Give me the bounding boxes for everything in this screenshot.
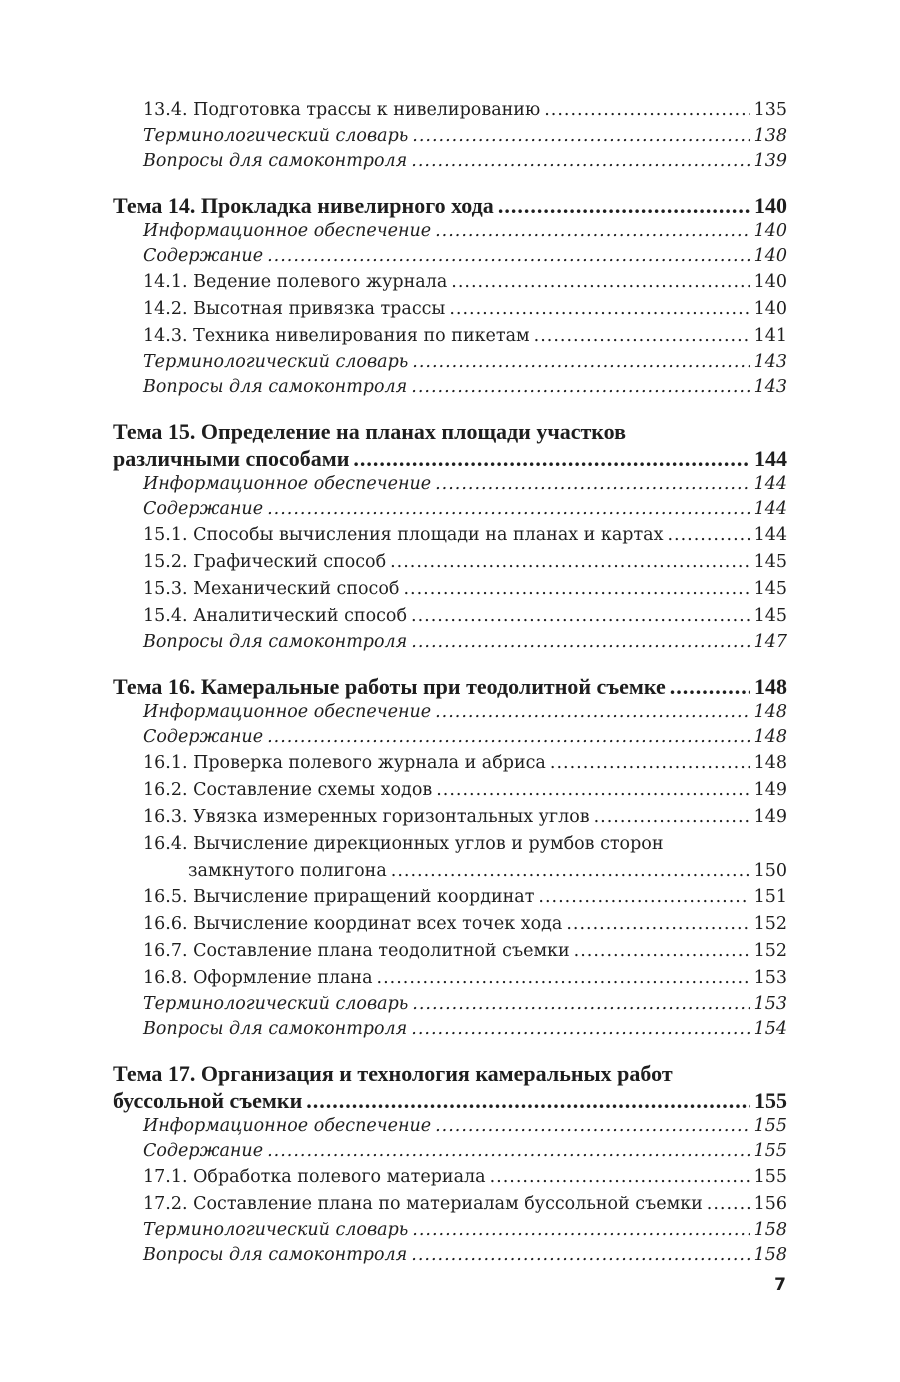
dot-leader (670, 673, 750, 700)
toc-entry-title: 16.6. Вычисление координат всех точек хода (143, 914, 563, 934)
toc-page-number: 140 (753, 221, 787, 241)
toc-page-number: 144 (753, 499, 787, 519)
toc-entry-title: Вопросы для самоконтроля (143, 151, 408, 171)
toc-page-number: 158 (753, 1245, 787, 1265)
dot-leader (411, 630, 749, 655)
dot-leader (667, 522, 749, 549)
toc-entry-title: 16.1. Проверка полевого журнала и абриса (143, 753, 546, 773)
dot-leader (391, 858, 750, 885)
dot-leader (544, 97, 749, 124)
toc-entry-title: Тема 16. Камеральные работы при теодолитной съемке (113, 674, 666, 699)
toc-entry (113, 831, 787, 884)
toc-entry-title: Терминологический словарь (143, 126, 409, 146)
toc-entry-title: 15.4. Аналитический способ (143, 606, 407, 626)
dot-leader (353, 445, 750, 472)
dot-leader (435, 219, 750, 244)
toc-topic-entry (113, 192, 787, 219)
toc-page-number: 144 (753, 474, 787, 494)
toc-entry (113, 219, 787, 244)
dot-leader (267, 1139, 750, 1164)
toc-entry (113, 750, 787, 777)
toc-page-number: 150 (753, 861, 787, 881)
toc-page-number: 148 (753, 753, 787, 773)
dot-leader (707, 1191, 750, 1218)
toc-entry-title: Вопросы для самоконтроля (143, 1019, 408, 1039)
toc-entry-title: 16.7. Составление плана теодолитной съемки (143, 941, 570, 961)
toc-entry (113, 965, 787, 992)
toc-entry (113, 992, 787, 1017)
toc-page-number: 148 (753, 702, 787, 722)
toc-entry (113, 777, 787, 804)
dot-leader (412, 124, 749, 149)
toc-entry-title: Вопросы для самоконтроля (143, 377, 408, 397)
toc-page-number: 148 (754, 674, 787, 699)
dot-leader (267, 497, 750, 522)
toc-entry-title: Информационное обеспечение (143, 474, 432, 494)
toc-page-number: 153 (753, 994, 787, 1014)
dot-leader (574, 938, 750, 965)
toc-entry (113, 1218, 787, 1243)
toc-entry (113, 804, 787, 831)
toc-entry-title: Тема 14. Прокладка нивелирного хода (113, 193, 494, 218)
toc-page-number: 155 (753, 1167, 787, 1187)
toc-entry-title: Информационное обеспечение (143, 1116, 432, 1136)
toc-entry (113, 725, 787, 750)
toc-page-number: 145 (753, 579, 787, 599)
toc-entry (113, 938, 787, 965)
toc-entry (113, 911, 787, 938)
toc-entry-title: буссольной съемки (113, 1088, 303, 1113)
dot-leader (306, 1087, 750, 1114)
toc-entry (113, 1243, 787, 1268)
dot-leader (538, 884, 749, 911)
toc-page-number: 158 (753, 1220, 787, 1240)
toc-entry-title: Содержание (143, 1141, 264, 1161)
toc-page-number: 155 (754, 1088, 787, 1113)
toc-entry-title: Содержание (143, 727, 264, 747)
toc-page-number: 153 (753, 968, 787, 988)
toc-entry-title: Содержание (143, 499, 264, 519)
dot-leader (550, 750, 750, 777)
toc-entry (113, 576, 787, 603)
toc-entry (113, 630, 787, 655)
toc-entry (113, 149, 787, 174)
toc-entry-title: Вопросы для самоконтроля (143, 1245, 408, 1265)
dot-leader (451, 269, 749, 296)
toc-entry-title: 17.2. Составление плана по материалам буссольной съемки (143, 1194, 703, 1214)
dot-leader (435, 1114, 750, 1139)
toc-page-number: 156 (753, 1194, 787, 1214)
toc-entry-title: Тема 17. Организация и технология камеральных работ (113, 1061, 673, 1086)
toc-entry-title: 13.4. Подготовка трассы к нивелированию (143, 100, 541, 120)
dot-leader (411, 1243, 749, 1268)
toc-page-number: 148 (753, 727, 787, 747)
toc-entry-title: 14.1. Ведение полевого журнала (143, 272, 448, 292)
toc-entry-title: Информационное обеспечение (143, 221, 432, 241)
dot-leader (377, 965, 750, 992)
toc-entry-title: 16.8. Оформление плана (143, 968, 373, 988)
toc-entry (113, 244, 787, 269)
toc-page-number: 152 (753, 941, 787, 961)
toc-page-number: 143 (753, 352, 787, 372)
toc-entry-title: 16.3. Увязка измеренных горизонтальных углов (143, 807, 590, 827)
toc-entry (113, 323, 787, 350)
toc-page-number: 145 (753, 552, 787, 572)
toc-entry (113, 603, 787, 630)
dot-leader (403, 576, 749, 603)
toc-page-number: 141 (753, 326, 787, 346)
toc-entry (113, 522, 787, 549)
toc-entry (113, 1191, 787, 1218)
dot-leader (566, 911, 749, 938)
toc-entry-title: Информационное обеспечение (143, 702, 432, 722)
dot-leader (390, 549, 749, 576)
toc-entry-title: Вопросы для самоконтроля (143, 632, 408, 652)
toc-entry-title: 14.3. Техника нивелирования по пикетам (143, 326, 530, 346)
toc-entry (113, 700, 787, 725)
toc-entry-title: 16.5. Вычисление приращений координат (143, 887, 535, 907)
toc-page-number: 152 (753, 914, 787, 934)
dot-leader (267, 244, 750, 269)
toc-page-number: 140 (753, 299, 787, 319)
toc-entry (113, 1017, 787, 1042)
dot-leader (435, 700, 750, 725)
toc-entry (113, 1114, 787, 1139)
dot-leader (435, 472, 750, 497)
toc-entry (113, 497, 787, 522)
toc-topic-entry (113, 673, 787, 700)
toc-entry (113, 884, 787, 911)
page-number: 7 (774, 1275, 786, 1295)
toc-entry-title: 17.1. Обработка полевого материала (143, 1167, 486, 1187)
toc-entry (113, 1164, 787, 1191)
toc-page-number: 145 (753, 606, 787, 626)
toc-entry-title: 15.3. Механический способ (143, 579, 400, 599)
toc-page-number: 154 (753, 1019, 787, 1039)
toc-entry (113, 549, 787, 576)
toc-page-number: 144 (753, 525, 787, 545)
toc-entry (113, 1139, 787, 1164)
dot-leader (411, 1017, 749, 1042)
dot-leader (534, 323, 750, 350)
toc-entry-title: 15.1. Способы вычисления площади на планах и картах (143, 525, 664, 545)
dot-leader (412, 350, 749, 375)
dot-leader (436, 777, 749, 804)
dot-leader (449, 296, 749, 323)
dot-leader (412, 1218, 749, 1243)
toc-page-number: 147 (753, 632, 787, 652)
toc-entry-title: замкнутого полигона (188, 861, 387, 881)
dot-leader (267, 725, 750, 750)
toc-entry (113, 296, 787, 323)
toc-page-number: 135 (753, 100, 787, 120)
toc-entry (113, 472, 787, 497)
toc-page-number: 155 (753, 1141, 787, 1161)
toc-page-number: 144 (754, 446, 787, 471)
toc-entry-title: Терминологический словарь (143, 994, 409, 1014)
toc-entry (113, 97, 787, 124)
toc-page-number: 155 (753, 1116, 787, 1136)
dot-leader (411, 375, 749, 400)
toc-entry-title: 16.4. Вычисление дирекционных углов и румбов сторон (143, 834, 664, 854)
toc-entry-title: Терминологический словарь (143, 1220, 409, 1240)
toc-page-number: 151 (753, 887, 787, 907)
toc-entry (113, 269, 787, 296)
toc-topic-entry (113, 1060, 787, 1114)
toc-entry (113, 375, 787, 400)
toc-page-number: 143 (753, 377, 787, 397)
dot-leader (411, 149, 749, 174)
dot-leader (594, 804, 750, 831)
toc-entry-title: различными способами (113, 446, 350, 471)
toc-topic-entry (113, 418, 787, 472)
toc-entry (113, 350, 787, 375)
toc-page-number: 139 (753, 151, 787, 171)
table-of-contents (113, 97, 787, 1268)
toc-entry-title: 15.2. Графический способ (143, 552, 387, 572)
toc-page-number: 138 (753, 126, 787, 146)
toc-page-number: 149 (753, 780, 787, 800)
dot-leader (411, 603, 750, 630)
toc-entry-title: 16.2. Составление схемы ходов (143, 780, 433, 800)
toc-page-number: 149 (753, 807, 787, 827)
dot-leader (490, 1164, 750, 1191)
toc-page-number: 140 (754, 193, 787, 218)
dot-leader (498, 192, 750, 219)
toc-entry-title: Терминологический словарь (143, 352, 409, 372)
toc-entry-title: 14.2. Высотная привязка трассы (143, 299, 446, 319)
toc-page-number: 140 (753, 272, 787, 292)
toc-page-number: 140 (753, 246, 787, 266)
toc-entry-title: Тема 15. Определение на планах площади участков (113, 419, 627, 444)
dot-leader (412, 992, 749, 1017)
toc-entry (113, 124, 787, 149)
toc-entry-title: Содержание (143, 246, 264, 266)
